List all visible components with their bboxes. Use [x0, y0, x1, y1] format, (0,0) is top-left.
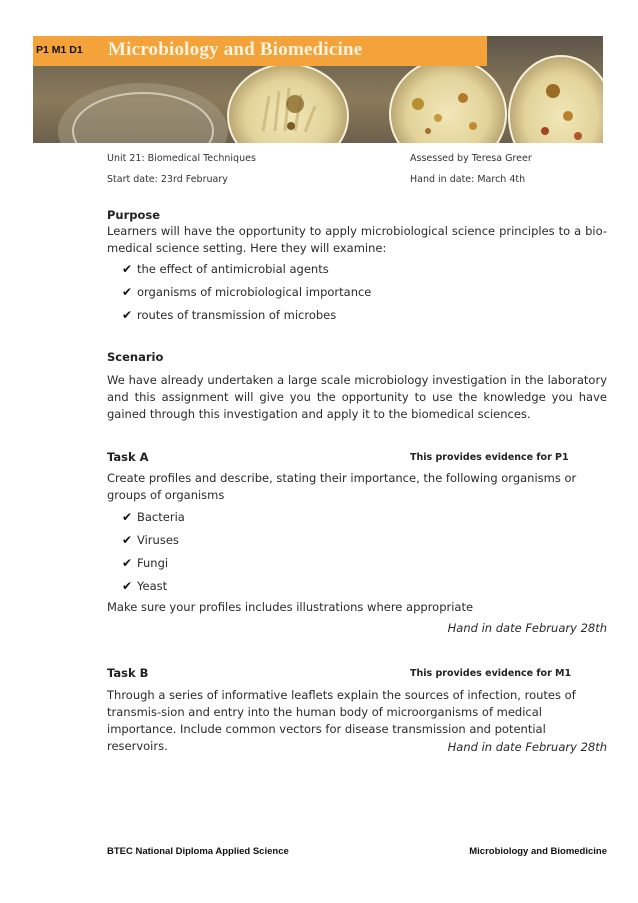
scenario-heading: Scenario — [107, 350, 164, 364]
task-a-note: Make sure your profiles includes illustrations where appropriate — [107, 600, 474, 614]
level-tag: P1 M1 D1 — [36, 44, 83, 56]
list-item: ✔ Bacteria — [122, 510, 185, 524]
check-icon: ✔ — [122, 285, 133, 299]
purpose-text: Learners will have the opportunity to apply microbiological science principles to a bio-medical science setting. Here they will examine: — [107, 224, 607, 255]
footer-left: BTEC National Diploma Applied Science — [107, 846, 289, 857]
list-item: ✔ Fungi — [122, 556, 169, 570]
list-item: ✔ Yeast — [122, 579, 168, 593]
check-icon: ✔ — [122, 579, 133, 593]
check-icon: ✔ — [122, 556, 133, 570]
unit-label: Unit 21: Biomedical Techniques — [107, 153, 256, 164]
task-b-text: Through a series of informative leaflets explain the sources of infection, routes of transmis-sion and entry into the human body of microorganisms of medical importance. Include common vectors for disease transmission and potential reservoirs. — [107, 688, 576, 753]
task-a-heading: Task A — [107, 450, 149, 464]
task-b-hand-in: Hand in date February 28th — [447, 740, 607, 754]
assessor-label: Assessed by Teresa Greer — [410, 153, 532, 164]
list-item: ✔ routes of transmission of microbes — [122, 308, 337, 322]
task-a-text: Create profiles and describe, stating their importance, the following organisms or groups of organisms — [107, 471, 577, 502]
check-icon: ✔ — [122, 262, 133, 276]
task-b-heading: Task B — [107, 666, 149, 680]
footer-right: Microbiology and Biomedicine — [469, 846, 607, 857]
task-a-list — [122, 509, 185, 601]
scenario-text: We have already undertaken a large scale microbiology investigation in the laboratory and this assignment will give you the opportunity to use the knowledge you have gained through this investigation and apply it to the biomedical sciences. — [107, 373, 607, 421]
list-item: ✔ Viruses — [122, 533, 179, 547]
task-b-evidence: This provides evidence for M1 — [410, 668, 572, 679]
check-icon: ✔ — [122, 533, 133, 547]
start-date-label: Start date: 23rd February — [107, 174, 228, 185]
check-icon: ✔ — [122, 510, 133, 524]
list-item: ✔ organisms of microbiological importance — [122, 285, 372, 299]
hand-in-date-label: Hand in date: March 4th — [410, 174, 526, 185]
purpose-heading: Purpose — [107, 208, 161, 222]
purpose-list — [122, 261, 371, 330]
list-item: ✔ the effect of antimicrobial agents — [122, 262, 329, 276]
task-a-evidence: This provides evidence for P1 — [410, 452, 569, 463]
page-title: Microbiology and Biomedicine — [108, 39, 363, 60]
check-icon: ✔ — [122, 308, 133, 322]
task-a-hand-in: Hand in date February 28th — [447, 621, 607, 635]
